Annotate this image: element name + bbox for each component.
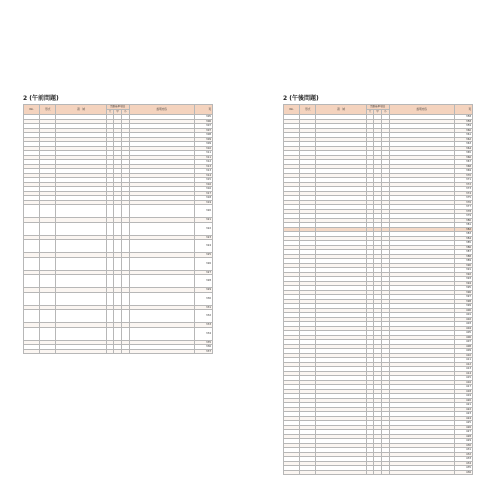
cell-no: [24, 327, 40, 340]
cell-page: 328: [194, 275, 212, 288]
cell-big: [106, 257, 114, 270]
cell-small: [121, 275, 129, 288]
cell-page: 324: [194, 240, 212, 253]
cell-page: 430: [454, 443, 472, 448]
table-row: [24, 310, 213, 323]
cell-page: 360: [454, 128, 472, 133]
cell-page: 371: [454, 178, 472, 183]
cell-page: 337: [194, 349, 212, 354]
cell-page: 313: [194, 169, 212, 174]
cell-page: 423: [454, 412, 472, 417]
cell-page: 334: [194, 327, 212, 340]
cell-description: [129, 327, 194, 340]
cell-page: 375: [454, 196, 472, 201]
cell-page: 378: [454, 209, 472, 214]
cell-page: 409: [454, 349, 472, 354]
cell-small: [121, 240, 129, 253]
table-body-right: [284, 115, 473, 475]
cell-page: 395: [454, 286, 472, 291]
cell-page: 391: [454, 268, 472, 273]
cell-page: 431: [454, 448, 472, 453]
header-no: No.: [284, 105, 300, 115]
cell-page: 359: [454, 124, 472, 129]
header-field: 領 域: [56, 105, 106, 115]
cell-mid: [114, 240, 122, 253]
cell-page: 401: [454, 313, 472, 318]
cell-page: 390: [454, 263, 472, 268]
cell-page: 428: [454, 434, 472, 439]
cell-page: 358: [454, 119, 472, 124]
cell-page: 396: [454, 290, 472, 295]
page-left: [23, 95, 213, 354]
header-criteria: 出題基準項目: [106, 105, 129, 110]
cell-small: [121, 349, 129, 354]
cell-page: 432: [454, 452, 472, 457]
cell-page: 422: [454, 407, 472, 412]
question-table-left: [23, 104, 213, 354]
cell-small: [121, 205, 129, 218]
cell-format: [40, 257, 56, 270]
cell-page: 408: [454, 344, 472, 349]
cell-page: 392: [454, 272, 472, 277]
cell-mid: [114, 222, 122, 235]
cell-field: [316, 470, 366, 475]
cell-no: [24, 222, 40, 235]
cell-page: 362: [454, 137, 472, 142]
cell-field: [56, 240, 106, 253]
cell-page: 361: [454, 133, 472, 138]
cell-page: 363: [454, 142, 472, 147]
table-row: [24, 205, 213, 218]
cell-description: [129, 310, 194, 323]
cell-page: 332: [194, 310, 212, 323]
cell-page: 366: [454, 155, 472, 160]
cell-page: 317: [194, 191, 212, 196]
cell-page: 376: [454, 200, 472, 205]
cell-page: 315: [194, 178, 212, 183]
cell-no: [24, 257, 40, 270]
cell-page: 402: [454, 317, 472, 322]
cell-page: 383: [454, 232, 472, 237]
cell-page: 329: [194, 288, 212, 293]
cell-no: [24, 205, 40, 218]
cell-page: 323: [194, 235, 212, 240]
cell-page: 365: [454, 151, 472, 156]
cell-page: 309: [194, 137, 212, 142]
cell-format: [40, 222, 56, 235]
cell-page: 319: [194, 200, 212, 205]
header-mid: 中: [114, 110, 122, 115]
cell-big: [106, 292, 114, 305]
cell-big: [106, 275, 114, 288]
cell-page: 415: [454, 376, 472, 381]
cell-field: [56, 257, 106, 270]
cell-page: 435: [454, 466, 472, 471]
table-row: [24, 240, 213, 253]
cell-format: [300, 470, 316, 475]
cell-description: [389, 470, 454, 475]
header-big: 大: [366, 110, 374, 115]
cell-page: 333: [194, 323, 212, 328]
header-page: 頁: [454, 105, 472, 115]
cell-page: 307: [194, 128, 212, 133]
cell-page: 434: [454, 461, 472, 466]
cell-no: [24, 292, 40, 305]
cell-page: 380: [454, 218, 472, 223]
table-body-left: [24, 115, 213, 354]
page-title-left: 2 (午前問題): [23, 95, 59, 102]
cell-big: [106, 349, 114, 354]
cell-description: [129, 349, 194, 354]
cell-page: 436: [454, 470, 472, 475]
cell-page: 372: [454, 182, 472, 187]
cell-page: 368: [454, 164, 472, 169]
cell-page: 414: [454, 371, 472, 376]
cell-field: [56, 292, 106, 305]
cell-page: 425: [454, 421, 472, 426]
cell-page: 313: [194, 164, 212, 169]
cell-page: 325: [194, 253, 212, 258]
cell-page: 322: [194, 222, 212, 235]
cell-small: [121, 310, 129, 323]
cell-page: 397: [454, 295, 472, 300]
cell-page: 309: [194, 142, 212, 147]
cell-small: [381, 470, 389, 475]
cell-page: 389: [454, 259, 472, 264]
cell-page: 403: [454, 322, 472, 327]
cell-big: [106, 205, 114, 218]
cell-page: 331: [194, 305, 212, 310]
cell-page: 308: [194, 133, 212, 138]
cell-field: [56, 222, 106, 235]
cell-format: [40, 310, 56, 323]
table-row: [24, 327, 213, 340]
table-row: [24, 275, 213, 288]
cell-description: [129, 240, 194, 253]
table-row: [24, 222, 213, 235]
cell-small: [121, 257, 129, 270]
cell-page: 330: [194, 292, 212, 305]
cell-mid: [114, 205, 122, 218]
cell-description: [129, 292, 194, 305]
cell-page: 382: [454, 227, 472, 232]
cell-description: [129, 257, 194, 270]
cell-mid: [114, 310, 122, 323]
cell-no: [24, 240, 40, 253]
cell-page: 387: [454, 250, 472, 255]
table-row: [24, 292, 213, 305]
cell-page: 311: [194, 155, 212, 160]
page-title-right: 2 (午後問題): [283, 95, 319, 102]
table-row: [284, 470, 473, 475]
cell-big: [366, 470, 374, 475]
cell-page: 314: [194, 173, 212, 178]
cell-no: [24, 275, 40, 288]
header-field: 領 域: [316, 105, 366, 115]
cell-mid: [114, 349, 122, 354]
header-format: 形式: [40, 105, 56, 115]
cell-page: 412: [454, 362, 472, 367]
cell-no: [284, 470, 300, 475]
cell-description: [129, 205, 194, 218]
cell-format: [40, 349, 56, 354]
cell-page: 336: [194, 345, 212, 350]
cell-page: 384: [454, 236, 472, 241]
cell-small: [121, 327, 129, 340]
cell-page: 379: [454, 214, 472, 219]
cell-page: 388: [454, 254, 472, 259]
cell-page: 421: [454, 403, 472, 408]
cell-page: 318: [194, 196, 212, 201]
cell-page: 358: [454, 115, 472, 120]
cell-page: 411: [454, 358, 472, 363]
cell-page: 424: [454, 416, 472, 421]
cell-page: 419: [454, 394, 472, 399]
cell-page: 306: [194, 119, 212, 124]
cell-page: 416: [454, 380, 472, 385]
cell-page: 385: [454, 241, 472, 246]
cell-page: 377: [454, 205, 472, 210]
question-table-right: [283, 104, 473, 475]
cell-page: 400: [454, 308, 472, 313]
cell-page: 373: [454, 187, 472, 192]
cell-mid: [114, 257, 122, 270]
header-mid: 中: [374, 110, 382, 115]
cell-format: [40, 240, 56, 253]
cell-page: 307: [194, 124, 212, 129]
cell-field: [56, 310, 106, 323]
cell-big: [106, 310, 114, 323]
cell-page: 407: [454, 340, 472, 345]
cell-page: 364: [454, 146, 472, 151]
cell-page: 426: [454, 425, 472, 430]
header-criteria: 出題基準項目: [366, 105, 389, 110]
cell-page: 335: [194, 340, 212, 345]
cell-page: 394: [454, 281, 472, 286]
cell-page: 370: [454, 173, 472, 178]
cell-format: [40, 275, 56, 288]
cell-page: 413: [454, 367, 472, 372]
table-row: [24, 349, 213, 354]
cell-description: [129, 275, 194, 288]
cell-page: 405: [454, 331, 472, 336]
cell-page: 316: [194, 182, 212, 187]
cell-page: 374: [454, 191, 472, 196]
cell-page: 312: [194, 160, 212, 165]
cell-page: 393: [454, 277, 472, 282]
cell-no: [24, 349, 40, 354]
cell-page: 369: [454, 169, 472, 174]
cell-page: 386: [454, 245, 472, 250]
cell-mid: [374, 470, 382, 475]
cell-big: [106, 222, 114, 235]
cell-page: 406: [454, 335, 472, 340]
header-small: 小: [121, 110, 129, 115]
cell-mid: [114, 327, 122, 340]
header-description: 説明内容: [389, 105, 454, 115]
cell-page: 367: [454, 160, 472, 165]
header-format: 形式: [300, 105, 316, 115]
cell-page: 310: [194, 146, 212, 151]
cell-mid: [114, 275, 122, 288]
cell-format: [40, 292, 56, 305]
cell-mid: [114, 292, 122, 305]
cell-no: [24, 310, 40, 323]
header-big: 大: [106, 110, 114, 115]
cell-page: 410: [454, 353, 472, 358]
cell-page: 326: [194, 257, 212, 270]
cell-big: [106, 327, 114, 340]
cell-small: [121, 292, 129, 305]
cell-page: 417: [454, 385, 472, 390]
cell-field: [56, 205, 106, 218]
cell-page: 320: [194, 205, 212, 218]
cell-page: 381: [454, 223, 472, 228]
cell-page: 311: [194, 151, 212, 156]
cell-page: 433: [454, 457, 472, 462]
cell-page: 429: [454, 439, 472, 444]
header-page: 頁: [194, 105, 212, 115]
cell-format: [40, 205, 56, 218]
cell-field: [56, 275, 106, 288]
cell-small: [121, 222, 129, 235]
cell-page: 398: [454, 299, 472, 304]
cell-page: 427: [454, 430, 472, 435]
cell-field: [56, 327, 106, 340]
cell-format: [40, 327, 56, 340]
table-row: [24, 257, 213, 270]
header-description: 説明内容: [129, 105, 194, 115]
page-right: [283, 95, 473, 475]
cell-page: 316: [194, 187, 212, 192]
cell-big: [106, 240, 114, 253]
cell-page: 399: [454, 304, 472, 309]
cell-field: [56, 349, 106, 354]
cell-page: 418: [454, 389, 472, 394]
cell-page: 305: [194, 115, 212, 120]
cell-description: [129, 222, 194, 235]
cell-page: 321: [194, 218, 212, 223]
cell-page: 420: [454, 398, 472, 403]
cell-page: 327: [194, 270, 212, 275]
header-small: 小: [381, 110, 389, 115]
header-no: No.: [24, 105, 40, 115]
cell-page: 404: [454, 326, 472, 331]
